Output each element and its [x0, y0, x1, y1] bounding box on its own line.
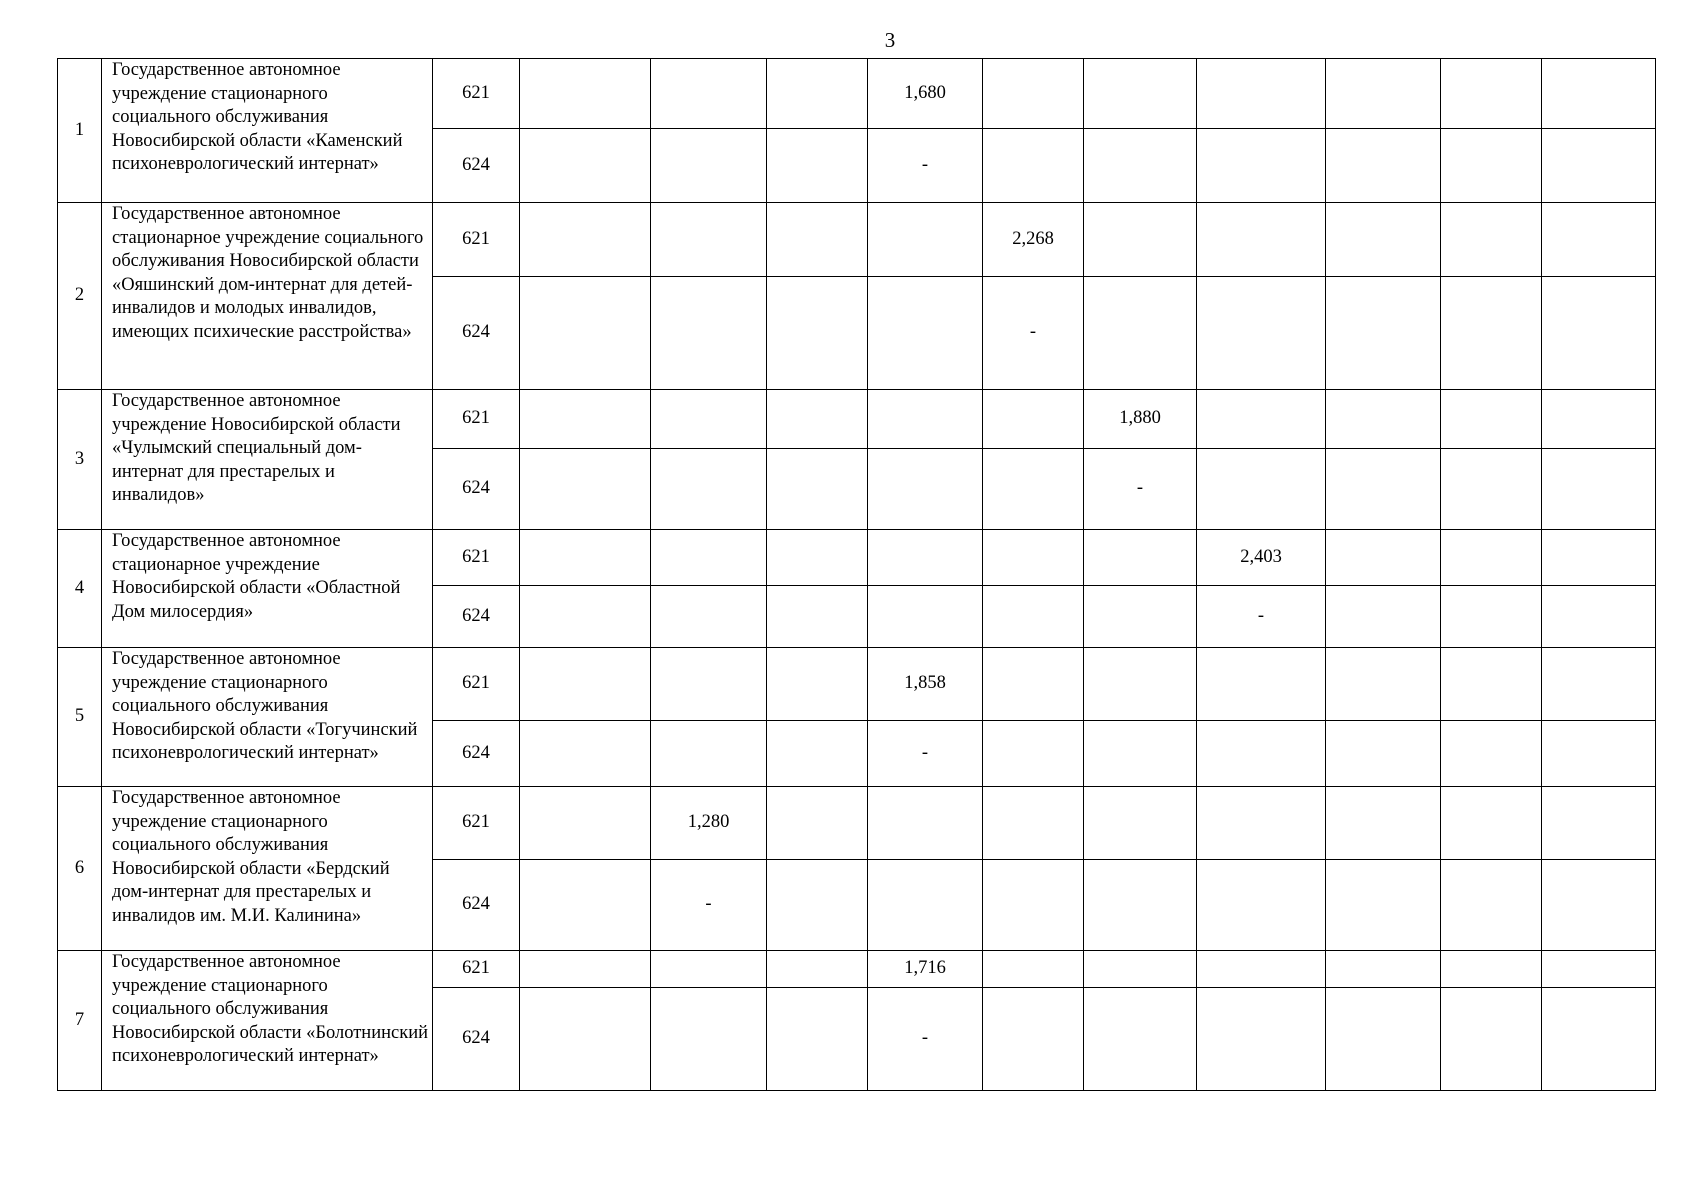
value-cell: 2,268: [983, 203, 1084, 277]
value-cell: 1,858: [868, 648, 983, 721]
value-cell: [520, 277, 651, 390]
row-number: 1: [58, 59, 102, 203]
value-cell: [1326, 787, 1441, 860]
value-cell: [651, 203, 767, 277]
value-cell: [1197, 129, 1326, 203]
value-cell: [1326, 449, 1441, 530]
value-cell: 1,880: [1084, 390, 1197, 449]
value-cell: 1,716: [868, 951, 983, 988]
value-cell: [1326, 648, 1441, 721]
value-cell: [767, 787, 868, 860]
value-cell: [1084, 988, 1197, 1091]
value-cell: [1197, 449, 1326, 530]
row-number: 3: [58, 390, 102, 530]
institution-name: Государственное автономное учреждение стационарного социального обслуживания Новосибирской области «Болотнинский психоневрологический интернат»: [102, 951, 433, 1091]
value-cell: [983, 59, 1084, 129]
value-cell: [651, 530, 767, 586]
value-cell: [767, 129, 868, 203]
value-cell: [1441, 277, 1542, 390]
value-cell: [651, 449, 767, 530]
value-cell: [1542, 59, 1656, 129]
value-cell: [520, 59, 651, 129]
value-cell: [868, 203, 983, 277]
value-cell: [520, 721, 651, 787]
value-cell: [767, 449, 868, 530]
value-cell: [767, 721, 868, 787]
value-cell: [1542, 721, 1656, 787]
budget-code: 621: [433, 648, 520, 721]
value-cell: [767, 530, 868, 586]
value-cell: [520, 530, 651, 586]
page-number: 3: [884, 28, 896, 52]
value-cell: [651, 129, 767, 203]
value-cell: [983, 860, 1084, 951]
value-cell: [767, 586, 868, 648]
value-cell: [520, 860, 651, 951]
value-cell: -: [1197, 586, 1326, 648]
value-cell: [1542, 277, 1656, 390]
table-row: [58, 648, 1656, 721]
value-cell: [520, 586, 651, 648]
value-cell: [1326, 277, 1441, 390]
value-cell: -: [868, 721, 983, 787]
value-cell: [868, 530, 983, 586]
table-row: [58, 59, 1656, 129]
value-cell: [983, 787, 1084, 860]
value-cell: [520, 449, 651, 530]
value-cell: [1441, 988, 1542, 1091]
value-cell: [1326, 129, 1441, 203]
value-cell: [983, 988, 1084, 1091]
value-cell: [1197, 59, 1326, 129]
budget-code: 621: [433, 390, 520, 449]
value-cell: [520, 648, 651, 721]
value-cell: -: [868, 129, 983, 203]
value-cell: -: [651, 860, 767, 951]
value-cell: [1326, 721, 1441, 787]
value-cell: [1084, 787, 1197, 860]
row-number: 7: [58, 951, 102, 1091]
value-cell: [1441, 203, 1542, 277]
budget-code: 624: [433, 129, 520, 203]
value-cell: [520, 203, 651, 277]
value-cell: [1197, 390, 1326, 449]
value-cell: [520, 787, 651, 860]
value-cell: [983, 951, 1084, 988]
value-cell: [983, 390, 1084, 449]
institution-name: Государственное автономное учреждение стационарного социального обслуживания Новосибирской области «Тогучинский психоневрологический интернат»: [102, 648, 433, 787]
value-cell: [1441, 721, 1542, 787]
value-cell: [1197, 988, 1326, 1091]
value-cell: [1197, 860, 1326, 951]
value-cell: [1542, 129, 1656, 203]
value-cell: [1197, 277, 1326, 390]
value-cell: [1197, 648, 1326, 721]
value-cell: [1441, 449, 1542, 530]
table-row: [58, 203, 1656, 277]
value-cell: [1326, 59, 1441, 129]
value-cell: [1441, 951, 1542, 988]
value-cell: [651, 390, 767, 449]
value-cell: [520, 390, 651, 449]
value-cell: [1197, 787, 1326, 860]
row-number: 5: [58, 648, 102, 787]
value-cell: [1084, 203, 1197, 277]
budget-code: 624: [433, 277, 520, 390]
institution-name: Государственное автономное стационарное учреждение социального обслуживания Новосибирской области «Ояшинский дом-интернат для детей-инвалидов и молодых инвалидов, имеющих психические расстройства»: [102, 203, 433, 390]
table-row: [58, 530, 1656, 586]
value-cell: [1441, 530, 1542, 586]
value-cell: 2,403: [1197, 530, 1326, 586]
value-cell: [1326, 390, 1441, 449]
value-cell: [767, 277, 868, 390]
value-cell: [651, 277, 767, 390]
value-cell: [1084, 59, 1197, 129]
budget-code: 621: [433, 951, 520, 988]
institutions-table: [57, 58, 1656, 1091]
value-cell: [1542, 988, 1656, 1091]
value-cell: [767, 203, 868, 277]
value-cell: [651, 988, 767, 1091]
value-cell: [1197, 203, 1326, 277]
institution-name: Государственное автономное учреждение Новосибирской области «Чулымский специальный дом-интернат для престарелых и инвалидов»: [102, 390, 433, 530]
value-cell: 1,680: [868, 59, 983, 129]
value-cell: [1441, 390, 1542, 449]
value-cell: [1084, 648, 1197, 721]
value-cell: [1197, 721, 1326, 787]
value-cell: [868, 277, 983, 390]
value-cell: [1542, 530, 1656, 586]
value-cell: -: [1084, 449, 1197, 530]
value-cell: [520, 988, 651, 1091]
budget-code: 624: [433, 586, 520, 648]
value-cell: [1326, 860, 1441, 951]
budget-code: 624: [433, 721, 520, 787]
value-cell: [1197, 951, 1326, 988]
value-cell: [1441, 586, 1542, 648]
budget-code: 624: [433, 988, 520, 1091]
table-body: [58, 59, 1656, 1091]
value-cell: [1441, 787, 1542, 860]
institution-name: Государственное автономное стационарное учреждение Новосибирской области «Областной Дом милосердия»: [102, 530, 433, 648]
row-number: 6: [58, 787, 102, 951]
value-cell: [1084, 721, 1197, 787]
value-cell: [1542, 648, 1656, 721]
value-cell: [767, 951, 868, 988]
value-cell: [767, 648, 868, 721]
value-cell: [1326, 988, 1441, 1091]
value-cell: [1084, 277, 1197, 390]
value-cell: [1542, 787, 1656, 860]
value-cell: [651, 721, 767, 787]
value-cell: [1542, 860, 1656, 951]
value-cell: [1542, 390, 1656, 449]
value-cell: [651, 59, 767, 129]
value-cell: [767, 390, 868, 449]
value-cell: [1326, 951, 1441, 988]
value-cell: [983, 721, 1084, 787]
value-cell: [983, 530, 1084, 586]
value-cell: -: [983, 277, 1084, 390]
value-cell: [1084, 586, 1197, 648]
budget-code: 621: [433, 203, 520, 277]
value-cell: [520, 129, 651, 203]
table-row: [58, 390, 1656, 449]
value-cell: [1084, 860, 1197, 951]
value-cell: [983, 449, 1084, 530]
value-cell: [1542, 449, 1656, 530]
value-cell: -: [868, 988, 983, 1091]
institution-name: Государственное автономное учреждение стационарного социального обслуживания Новосибирской области «Бердский дом-интернат для престарелых и инвалидов им. М.И. Калинина»: [102, 787, 433, 951]
value-cell: [1084, 530, 1197, 586]
value-cell: [1542, 586, 1656, 648]
value-cell: [868, 586, 983, 648]
value-cell: 1,280: [651, 787, 767, 860]
value-cell: [1441, 129, 1542, 203]
value-cell: [1326, 530, 1441, 586]
budget-code: 621: [433, 59, 520, 129]
value-cell: [1084, 129, 1197, 203]
value-cell: [868, 860, 983, 951]
value-cell: [983, 129, 1084, 203]
value-cell: [1542, 203, 1656, 277]
value-cell: [868, 390, 983, 449]
value-cell: [1441, 59, 1542, 129]
value-cell: [767, 988, 868, 1091]
value-cell: [983, 586, 1084, 648]
value-cell: [651, 586, 767, 648]
value-cell: [1084, 951, 1197, 988]
table-row: [58, 787, 1656, 860]
value-cell: [1326, 203, 1441, 277]
value-cell: [1542, 951, 1656, 988]
value-cell: [651, 951, 767, 988]
value-cell: [767, 860, 868, 951]
value-cell: [983, 648, 1084, 721]
row-number: 4: [58, 530, 102, 648]
row-number: 2: [58, 203, 102, 390]
value-cell: [520, 951, 651, 988]
value-cell: [1441, 648, 1542, 721]
value-cell: [868, 449, 983, 530]
table-row: [58, 951, 1656, 988]
budget-code: 621: [433, 530, 520, 586]
value-cell: [651, 648, 767, 721]
value-cell: [1441, 860, 1542, 951]
value-cell: [767, 59, 868, 129]
value-cell: [868, 787, 983, 860]
institution-name: Государственное автономное учреждение стационарного социального обслуживания Новосибирской области «Каменский психоневрологический интернат»: [102, 59, 433, 203]
budget-code: 621: [433, 787, 520, 860]
budget-code: 624: [433, 449, 520, 530]
value-cell: [1326, 586, 1441, 648]
budget-code: 624: [433, 860, 520, 951]
